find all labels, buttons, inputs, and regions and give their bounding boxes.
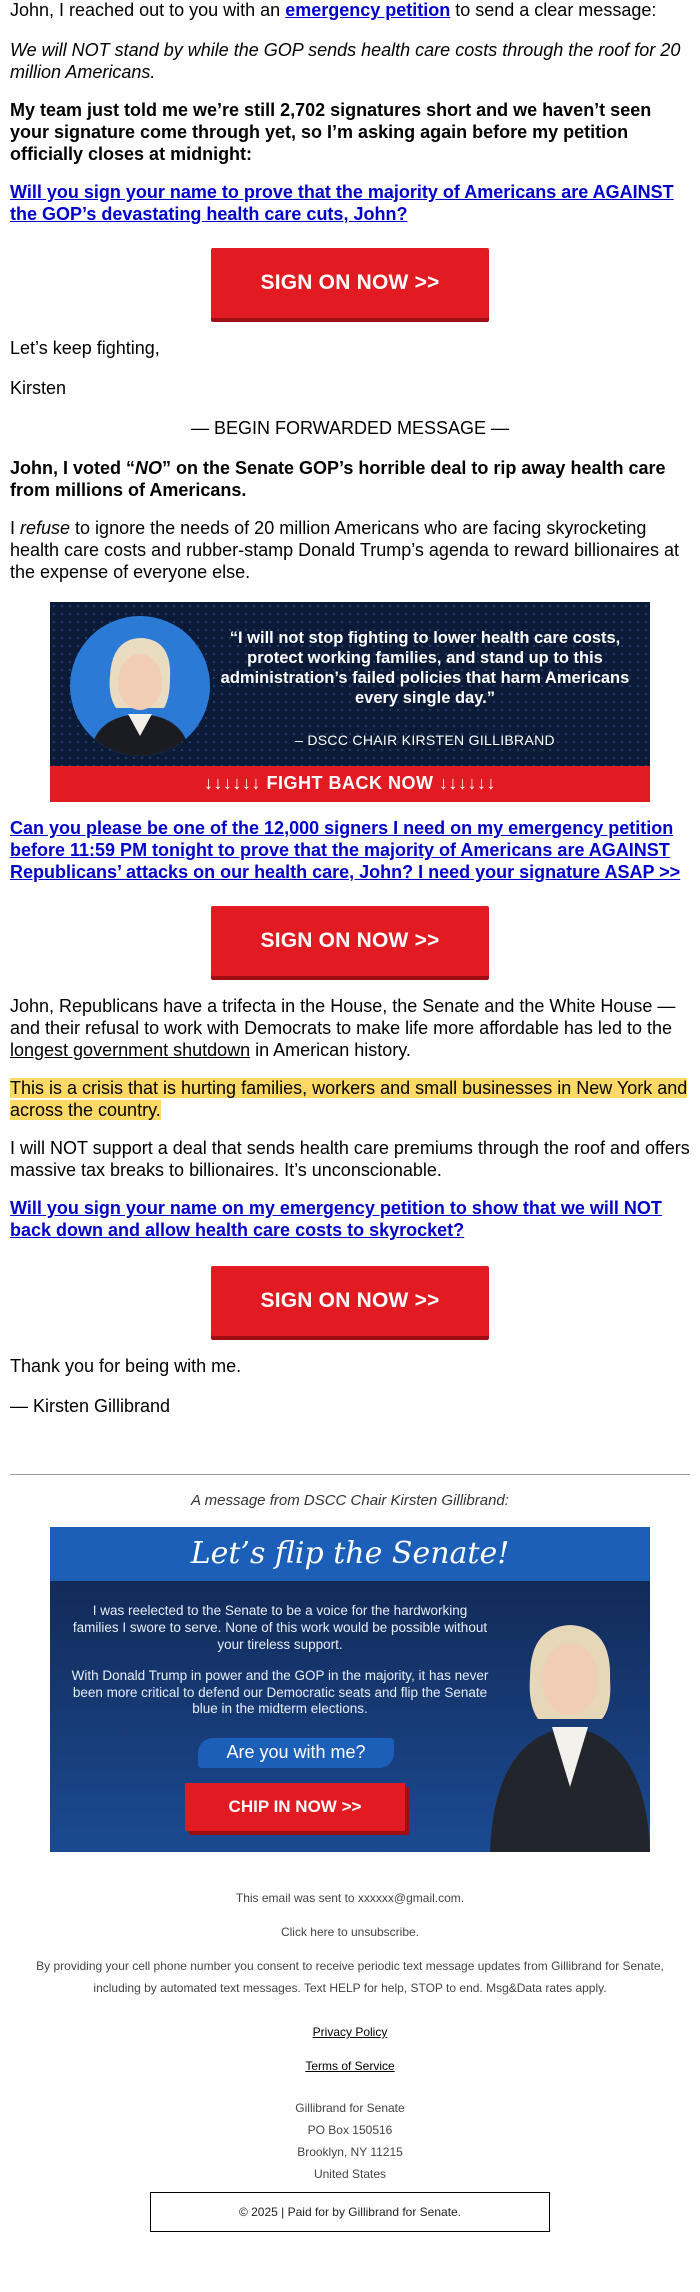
portrait-photo-icon [70,616,210,756]
headline-part-b: ” on the Senate GOP’s horrible deal to rip away health care from millions of Americans. [10,458,666,500]
refuse-paragraph [10,518,690,584]
terms-link-row [10,2056,690,2078]
fight-back-now-bar[interactable]: ↓↓↓↓↓↓ FIGHT BACK NOW ↓↓↓↓↓↓ [50,766,650,802]
intro-text-end: to send a clear message: [450,0,657,20]
sign-on-now-button-3[interactable]: SIGN ON NOW >> [211,1266,489,1336]
intro-italic: We will NOT stand by while the GOP sends health care costs through the roof for 20 million Americans. [10,40,681,82]
terms-of-service-link[interactable]: Terms of Service [305,2059,395,2073]
flip-senate-title: Let’s flip the Senate! [50,1527,650,1581]
address-line-1: Gillibrand for Senate [295,2101,405,2115]
flip-senate-banner[interactable] [50,1527,650,1852]
banner-para-2: With Donald Trump in power and the GOP in the majority, it has never been more critical to defend our Democratic seats and flip the Senate blue in the midterm elections. [71,1667,489,1717]
sign-petition-link-2[interactable]: Can you please be one of the 12,000 signers I need on my emergency petition before 11:59 PM tonight to prove that the majority of Americans are AGAINST Republicans’ attacks on our health care, John? I need your signature ASAP >> [10,818,681,882]
section-divider [10,1474,690,1475]
trifecta-end: in American history. [250,1039,411,1060]
trifecta-text: John, Republicans have a trifecta in the House, the Senate and the White House — and their refusal to work with Democrats to make life more affordable has led to the [10,996,676,1038]
shutdown-text: longest government shutdown [10,1039,251,1060]
banner-attribution: – DSCC CHAIR KIRSTEN GILLIBRAND [295,732,555,748]
sent-to-line: This email was sent to xxxxxx@gmail.com. [235,1891,465,1905]
emergency-petition-link[interactable]: emergency petition [285,0,451,20]
banner-quote: “I will not stop fighting to lower health care costs, protect working families, and stand up to this administration’s failed policies that harm Americans every single day.” [220,629,630,708]
trifecta-paragraph [10,996,690,1062]
paid-for-box: © 2025 | Paid for by Gillibrand for Senate. [150,2192,550,2232]
chip-in-now-button[interactable]: CHIP IN NOW >> [185,1783,405,1831]
refuse-lead: I [10,518,21,538]
banner-para-1: I was reelected to the Senate to be a voice for the hardworking families I swore to serve. None of this work would be possible without your tireless support. [72,1603,488,1652]
privacy-policy-link-row [10,2022,690,2044]
refuse-word: refuse [20,518,71,538]
quote-banner[interactable] [50,602,650,802]
refuse-rest: to ignore the needs of 20 million Americans who are facing skyrocketing health care costs and rubber-stamp Donald Trump’s agenda to reward billionaires at the expense of everyone else. [10,518,680,582]
keep-fighting: Let’s keep fighting, [10,338,160,358]
thanks-line: Thank you for being with me. [10,1356,242,1376]
banner-body [70,1603,490,1718]
sign-petition-link-1[interactable]: Will you sign your name to prove that the majority of Americans are AGAINST the GOP’s devastating health care cuts, John? [10,182,674,224]
sms-disclaimer: By providing your cell phone number you consent to receive periodic text message updates from Gillibrand for Senate, including by automated text messages. Text HELP for help, STOP to end. Msg&Data rates apply. [36,1959,664,1995]
forwarded-marker: — BEGIN FORWARDED MESSAGE — [190,418,510,438]
crisis-highlight: This is a crisis that is hurting families, workers and small businesses in New York and across the country. [10,1078,688,1120]
address-line-2: PO Box 150516 [307,2123,393,2137]
sign-on-now-button-1[interactable]: SIGN ON NOW >> [211,248,489,318]
intro-line [10,0,690,22]
privacy-policy-link[interactable]: Privacy Policy [312,2025,388,2039]
address-line-3: Brooklyn, NY 11215 [297,2145,403,2159]
unsubscribe-anchor[interactable]: Click here to unsubscribe. [280,1925,420,1939]
senator-photo-icon [490,1587,650,1852]
message-from: A message from DSCC Chair Kirsten Gillibrand: [191,1492,509,1509]
headline-part-a: John, I voted “ [10,458,136,478]
sign-on-now-button-2[interactable]: SIGN ON NOW >> [211,906,489,976]
signature-line: — Kirsten Gillibrand [10,1396,171,1416]
intro-text: John, I reached out to you with an [10,0,286,20]
headline-no: NO [135,458,163,478]
wont-support-paragraph: I will NOT support a deal that sends health care premiums through the roof and offers massive tax breaks to billionaires. It’s unconscionable. [10,1138,690,1180]
address-line-4: United States [313,2167,387,2181]
intro-bold: My team just told me we’re still 2,702 signatures short and we haven’t seen your signature come through yet, so I’m asking again before my petition officially closes at midnight: [10,100,652,164]
are-you-with-me-pill: Are you with me? [198,1738,394,1768]
forward-headline [10,458,690,502]
unsubscribe-link[interactable] [10,1922,690,1944]
signoff-name: Kirsten [10,378,67,398]
sign-petition-link-3[interactable]: Will you sign your name on my emergency petition to show that we will NOT back down and allow health care costs to skyrocket? [10,1198,662,1240]
crisis-paragraph [10,1078,690,1122]
